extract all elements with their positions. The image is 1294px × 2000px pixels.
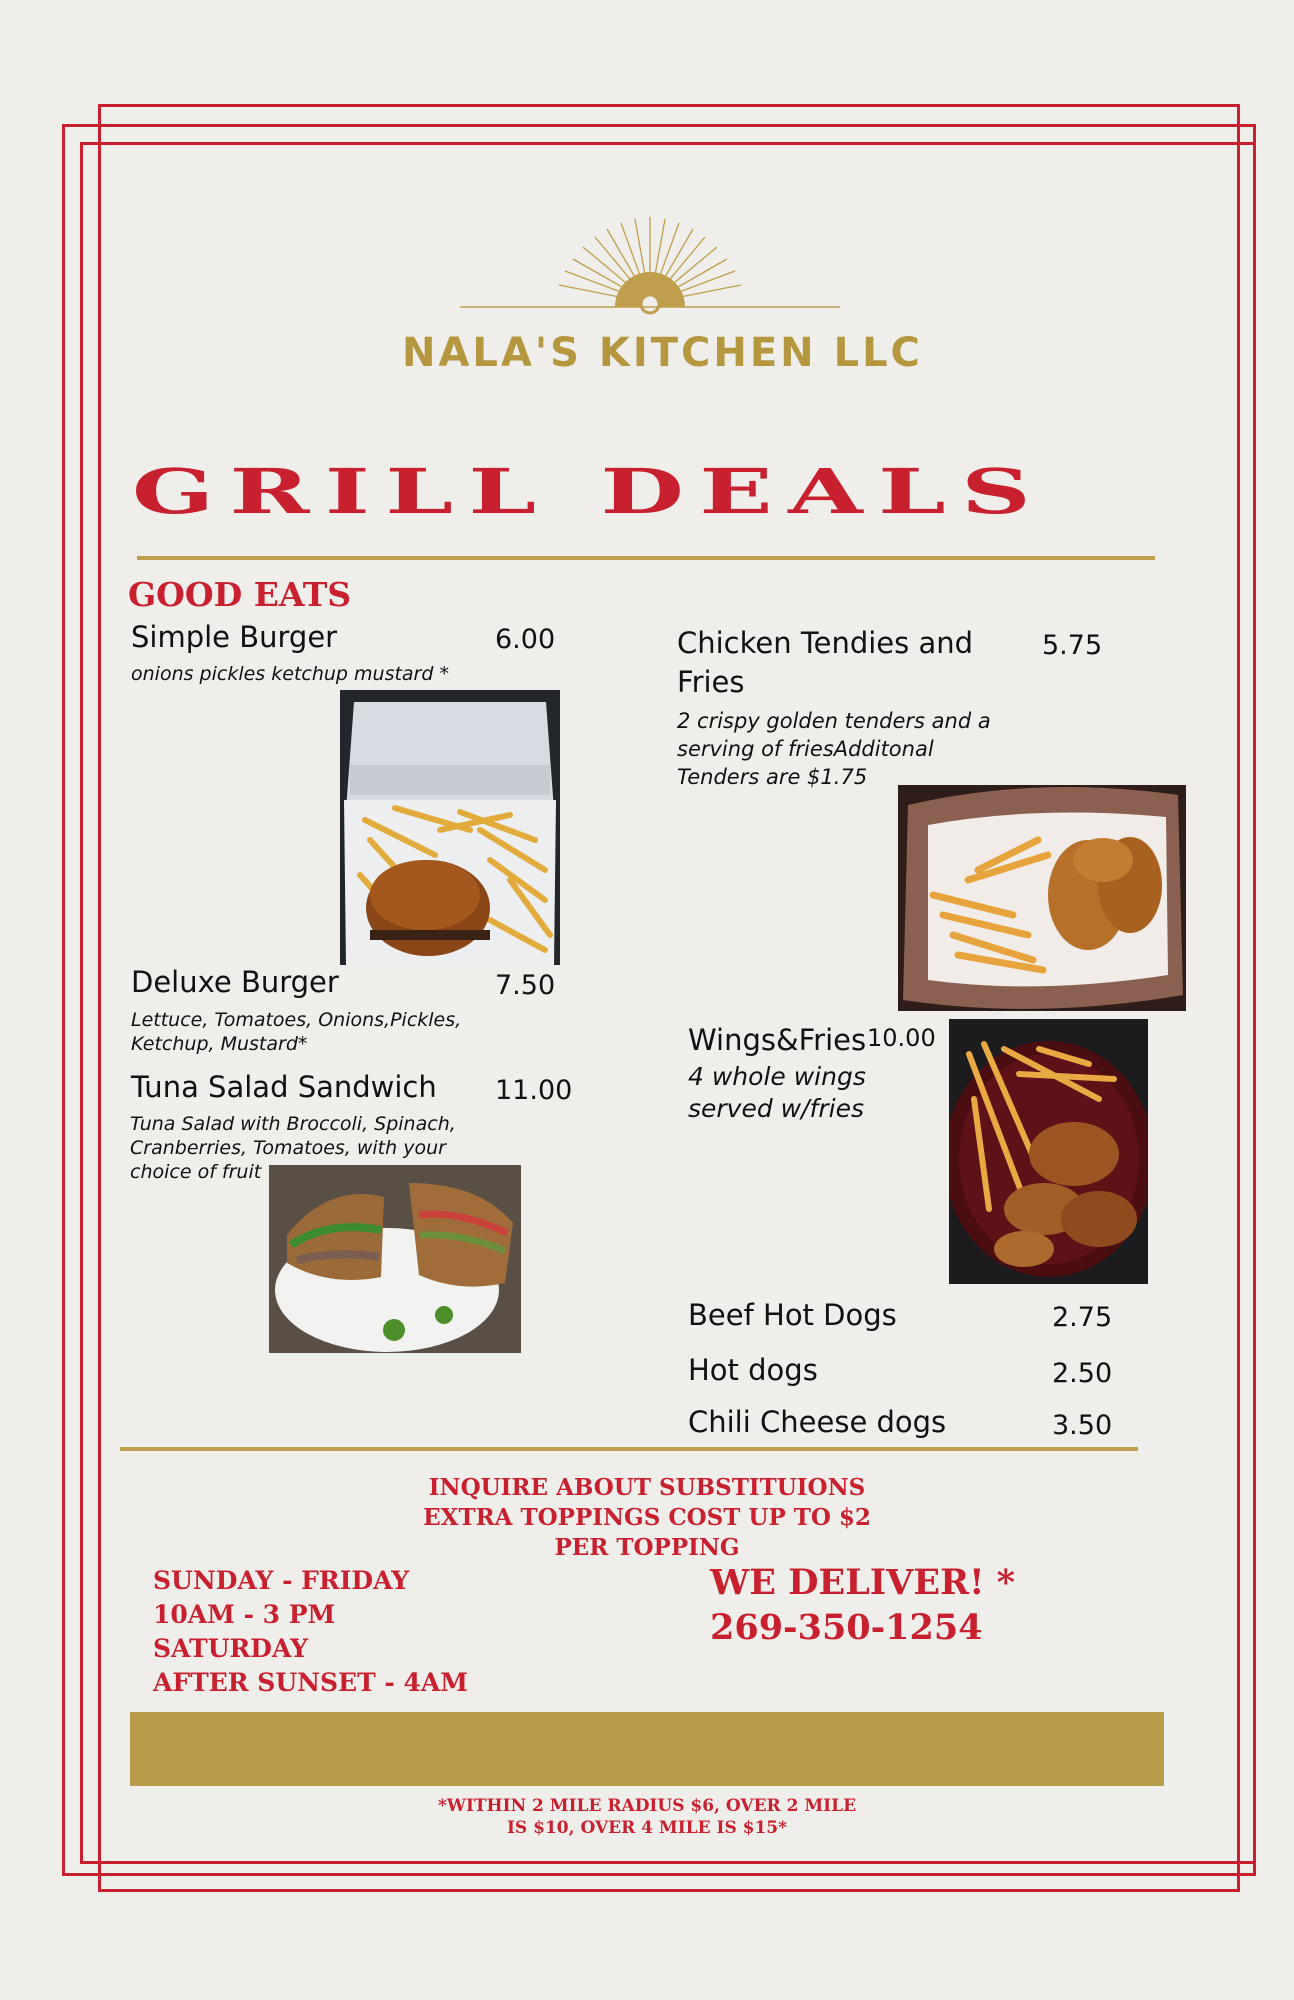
menu-item-name: Wings&Fries <box>688 1023 867 1057</box>
menu-item-price: 10.00 <box>867 1024 936 1052</box>
notice-line: PER TOPPING <box>554 1534 740 1561</box>
divider-bottom <box>120 1447 1138 1451</box>
divider-top <box>137 556 1155 560</box>
burger-photo <box>340 690 560 965</box>
menu-item-price: 3.50 <box>1052 1410 1113 1441</box>
menu-item-name: Simple Burger <box>131 620 338 654</box>
wings-fries-photo <box>949 1019 1148 1284</box>
menu-item-desc: onions pickles ketchup mustard * <box>131 663 449 685</box>
notice-line: EXTRA TOPPINGS COST UP TO $2 <box>423 1504 871 1531</box>
menu-item-name: Hot dogs <box>688 1353 818 1387</box>
delivery-title: WE DELIVER! * <box>710 1562 1015 1603</box>
menu-item-name: Tuna Salad Sandwich <box>131 1070 437 1104</box>
footer-bar <box>130 1712 1164 1786</box>
sunburst-logo <box>455 205 845 325</box>
menu-item-desc: 2 crispy golden tenders and a serving of friesAdditonal Tenders are $1.75 <box>677 709 991 789</box>
menu-item-price: 2.75 <box>1052 1302 1113 1333</box>
hours-line: 10AM - 3 PM <box>153 1600 336 1629</box>
hours-line: AFTER SUNSET - 4AM <box>153 1668 468 1697</box>
menu-item-desc: Tuna Salad with Broccoli, Spinach, Cranberries, Tomatoes, with your choice of fruit <box>130 1113 456 1183</box>
tuna-sandwich-photo <box>269 1165 521 1353</box>
section-title: GOOD EATS <box>128 575 352 614</box>
notice-line: INQUIRE ABOUT SUBSTITUIONS <box>428 1474 866 1501</box>
footnote-line: IS $10, OVER 4 MILE IS $15* <box>506 1818 788 1838</box>
menu-item-price: 6.00 <box>495 624 556 655</box>
menu-item-name: Chili Cheese dogs <box>688 1405 947 1439</box>
menu-item-desc: 4 whole wings served w/fries <box>688 1062 866 1123</box>
delivery-footnote <box>0 1795 1294 1839</box>
menu-item-price: 11.00 <box>495 1075 573 1106</box>
menu-item-name: Chicken Tendies and Fries <box>677 626 974 699</box>
menu-item-name: Deluxe Burger <box>131 965 339 999</box>
phone-number[interactable]: 269-350-1254 <box>710 1607 983 1648</box>
hours-block <box>153 1564 468 1700</box>
hours-line: SATURDAY <box>153 1634 308 1663</box>
footnote-line: *WITHIN 2 MILE RADIUS $6, OVER 2 MILE <box>437 1796 857 1816</box>
chicken-tenders-photo <box>898 785 1186 1011</box>
menu-item-price: 2.50 <box>1052 1358 1113 1389</box>
page-title: GRILL DEALS <box>132 455 1047 528</box>
menu-item-desc: Lettuce, Tomatoes, Onions,Pickles, Ketchup, Mustard* <box>131 1009 462 1055</box>
notice-text <box>0 1473 1294 1563</box>
menu-item-name: Beef Hot Dogs <box>688 1298 897 1332</box>
menu-item-price: 7.50 <box>495 970 556 1001</box>
brand-name: NALA'S KITCHEN LLC <box>402 330 923 376</box>
hours-line: SUNDAY - FRIDAY <box>153 1566 410 1595</box>
menu-item-price: 5.75 <box>1042 630 1103 661</box>
